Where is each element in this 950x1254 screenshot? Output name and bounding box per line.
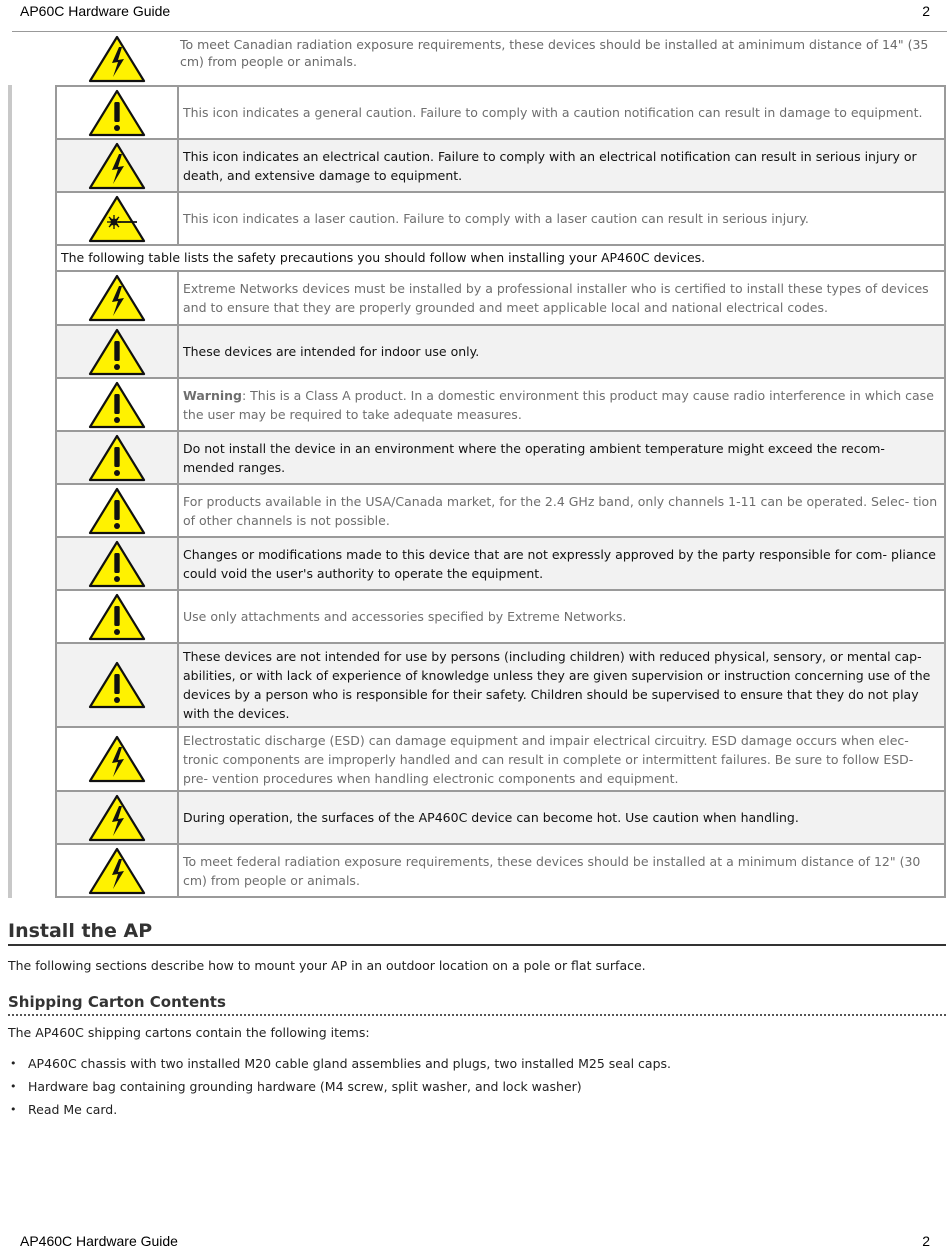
electrical-warning-icon: [56, 271, 178, 325]
canadian-exposure-note: [56, 32, 946, 85]
shipping-heading: Shipping Carton Contents: [8, 993, 946, 1016]
legend-text: This icon indicates a laser caution. Failure to comply with a laser caution can result in serious injury.: [178, 192, 945, 245]
install-heading: Install the AP: [8, 920, 946, 946]
table-row: [56, 727, 945, 791]
safety-table: [55, 85, 946, 898]
electrical-warning-icon: [56, 844, 178, 897]
table-row: [56, 643, 945, 727]
caution-icon: [56, 484, 178, 537]
caution-icon: [56, 431, 178, 484]
table-row: [56, 431, 945, 484]
precaution-text: Changes or modifications made to this device that are not expressly approved by the party responsible for com- pliance could void the user's authority to operate the equipment.: [178, 537, 945, 590]
table-intro: The following table lists the safety precautions you should follow when installing your AP460C devices.: [56, 245, 945, 271]
precaution-text: Electrostatic discharge (ESD) can damage equipment and impair electrical circuitry. ESD damage occurs when elec- tronic components are improperly handled and can result in complete or intermittent failures. Be sure to follow ESD-pre- vention procedures when handling electronic components and equipment.: [178, 727, 945, 791]
electrical-warning-icon: [56, 727, 178, 791]
caution-icon: [56, 537, 178, 590]
shipping-list: [8, 1052, 671, 1121]
warning-text: : This is a Class A product. In a domestic environment this product may cause radio interference in which case the user may be required to take adequate measures.: [183, 387, 934, 422]
table-row: [56, 271, 945, 325]
list-item: • Read Me card.: [8, 1098, 671, 1121]
precaution-text: These devices are not intended for use by persons (including children) with reduced physical, sensory, or mental cap- abilities, or with lack of experience of knowledge unless they are given supervision or instruction concerning use of the devices by a person who is responsible for their safety. Children should be supervised to ensure that they do not play with the devices.: [178, 643, 945, 727]
legend-text: This icon indicates a general caution. Failure to comply with a caution notification can result in damage to equipment.: [178, 86, 945, 139]
table-row: [56, 192, 945, 245]
install-intro: The following sections describe how to mount your AP in an outdoor location on a pole or flat surface.: [8, 958, 646, 973]
electrical-warning-icon: [56, 32, 178, 85]
table-row: [56, 590, 945, 643]
list-item: • AP460C chassis with two installed M20 cable gland assemblies and plugs, two installed M25 seal caps.: [8, 1052, 671, 1075]
page-footer-title: AP460C Hardware Guide: [20, 1233, 178, 1249]
precaution-text: During operation, the surfaces of the AP460C device can become hot. Use caution when handling.: [178, 791, 945, 844]
table-row: [56, 484, 945, 537]
legend-text: This icon indicates an electrical caution. Failure to comply with an electrical notification can result in serious injury or death, and extensive damage to equipment.: [178, 139, 945, 192]
table-row: [56, 378, 945, 431]
table-row: [56, 86, 945, 139]
caution-icon: [56, 325, 178, 378]
table-row: [56, 537, 945, 590]
page-footer-number: 2: [922, 1233, 930, 1249]
shipping-intro: The AP460C shipping cartons contain the following items:: [8, 1025, 370, 1040]
table-intro-row: [56, 245, 945, 271]
electrical-caution-icon: [56, 139, 178, 192]
table-row: [56, 139, 945, 192]
canadian-exposure-text: To meet Canadian radiation exposure requirements, these devices should be installed at aminimum distance of 14" (35 cm) from people or animals.: [180, 37, 929, 69]
page-header-title: AP60C Hardware Guide: [20, 3, 171, 19]
table-row: [56, 325, 945, 378]
laser-caution-icon: [56, 192, 178, 245]
precaution-text: To meet federal radiation exposure requirements, these devices should be installed at a minimum distance of 12" (30 cm) from people or animals.: [178, 844, 945, 897]
precaution-text: These devices are intended for indoor use only.: [178, 325, 945, 378]
caution-icon: [56, 378, 178, 431]
general-caution-icon: [56, 86, 178, 139]
precaution-text: [178, 378, 945, 431]
precaution-text: Use only attachments and accessories specified by Extreme Networks.: [178, 590, 945, 643]
table-row: [56, 844, 945, 897]
precaution-text: For products available in the USA/Canada market, for the 2.4 GHz band, only channels 1-11 can be operated. Selec- tion of other channels is not possible.: [178, 484, 945, 537]
warning-label: Warning: [183, 387, 242, 403]
change-bar: [8, 85, 12, 898]
list-item: • Hardware bag containing grounding hardware (M4 screw, split washer, and lock washer): [8, 1075, 671, 1098]
electrical-warning-icon: [56, 791, 178, 844]
precaution-text: Extreme Networks devices must be installed by a professional installer who is certified to install these types of devices and to ensure that they are properly grounded and meet applicable local and national electrical codes.: [178, 271, 945, 325]
caution-icon: [56, 643, 178, 727]
precaution-text: Do not install the device in an environment where the operating ambient temperature might exceed the recom- mended ranges.: [178, 431, 945, 484]
caution-icon: [56, 590, 178, 643]
table-row: [56, 791, 945, 844]
page-header-number: 2: [922, 3, 930, 19]
